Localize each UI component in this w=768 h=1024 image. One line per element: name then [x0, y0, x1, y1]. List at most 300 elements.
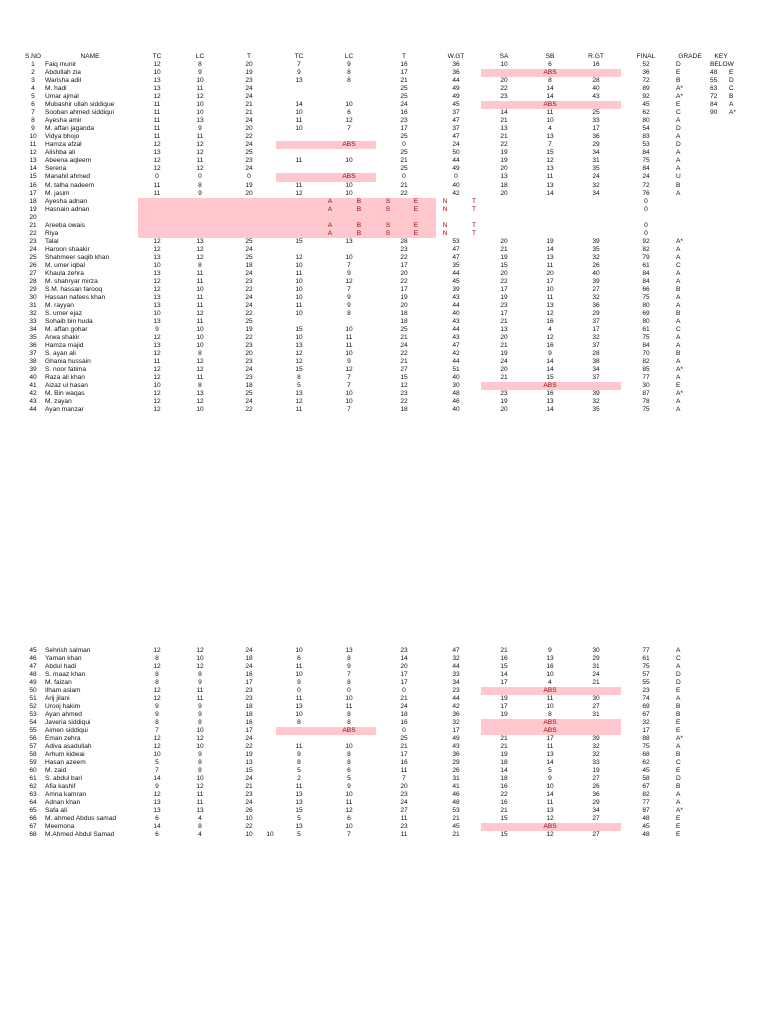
sb-cell: 11: [546, 743, 554, 751]
table-row: [0, 294, 768, 302]
lc2-cell: 11: [345, 703, 353, 711]
t1-cell: 25: [245, 149, 253, 157]
sno-cell: 12: [29, 149, 37, 157]
absent-letter: E: [413, 221, 419, 229]
table-row: [0, 286, 768, 294]
lc2-cell: 9: [347, 358, 351, 366]
rgt-cell: 34: [592, 149, 600, 157]
tc2-cell: 5: [297, 382, 301, 390]
sb-cell: 14: [546, 759, 554, 767]
rgt-cell: 29: [592, 799, 600, 807]
lc1-cell: 12: [196, 783, 204, 791]
absent-letter: N: [442, 221, 448, 229]
final-cell: 82: [642, 358, 650, 366]
lc2-cell: 8: [347, 77, 351, 85]
t2-cell: 22: [400, 253, 408, 261]
rgt-cell: 31: [592, 157, 600, 165]
rgt-cell: 34: [592, 366, 600, 374]
table-row: [0, 206, 768, 214]
tc1-cell: 11: [153, 109, 161, 117]
table-row: [0, 775, 768, 783]
name-cell: Umar ajmal: [45, 93, 79, 101]
table-row: [0, 270, 768, 278]
sno-cell: 16: [29, 181, 37, 189]
sb-cell: 16: [546, 663, 554, 671]
table-row: [0, 655, 768, 663]
tc1-cell: 12: [153, 237, 161, 245]
tc2-cell: 11: [295, 663, 303, 671]
lc1-cell: 8: [198, 382, 202, 390]
table-row: [0, 687, 768, 695]
header-t-cell: T: [246, 53, 252, 60]
table-row: [0, 382, 768, 390]
sb-cell: 15: [546, 374, 554, 382]
lc2-cell: 8: [347, 719, 351, 727]
t1-cell: 23: [245, 77, 253, 85]
t1-cell: 0: [247, 173, 251, 181]
grade-cell: A: [676, 663, 681, 671]
table-row: [0, 783, 768, 791]
lc2-cell: ABS: [342, 173, 356, 181]
t1-cell: 23: [245, 374, 253, 382]
t2-cell: 21: [400, 157, 408, 165]
final-cell: 53: [642, 141, 650, 149]
final-cell: 75: [642, 157, 650, 165]
sb-cell: 17: [546, 277, 554, 285]
table-row: [0, 238, 768, 246]
name-cell: Haroon shaakir: [45, 245, 90, 253]
table-row: [0, 318, 768, 326]
rgt-cell: 27: [592, 815, 600, 823]
wgt-cell: 44: [452, 695, 460, 703]
final-cell: 45: [642, 101, 650, 109]
lc1-cell: 12: [196, 358, 204, 366]
absent-highlight: [138, 206, 436, 214]
sb-cell: 14: [546, 358, 554, 366]
final-cell: 80: [642, 318, 650, 326]
lc1-cell: 12: [196, 141, 204, 149]
wgt-cell: 33: [452, 671, 460, 679]
absent-highlight: [138, 230, 436, 238]
table-row: [0, 101, 768, 109]
grade-cell: A: [676, 245, 681, 253]
sa-cell: 23: [500, 301, 508, 309]
tc1-cell: 13: [153, 799, 161, 807]
tc1-cell: 13: [153, 342, 161, 350]
tc2-cell: 12: [295, 350, 303, 358]
final-cell: 45: [642, 823, 650, 831]
table-row: [0, 198, 768, 206]
tc2-cell: 10: [295, 277, 303, 285]
tc2-cell: 9: [297, 751, 301, 759]
grade-cell: E: [676, 382, 681, 390]
tc1-cell: 5: [155, 759, 159, 767]
t2-cell: 23: [400, 245, 408, 253]
name-cell: Sooban ahmed siddiqui: [45, 109, 114, 117]
final-cell: 54: [642, 125, 650, 133]
sb-cell: 14: [546, 85, 554, 93]
header-row: [0, 53, 768, 61]
sb-cell: 20: [546, 269, 554, 277]
lc2-cell: ABS: [342, 141, 356, 149]
tc1-cell: 12: [153, 165, 161, 173]
sno-cell: 52: [29, 703, 37, 711]
t2-cell: 23: [400, 647, 408, 654]
t2-cell: 24: [400, 101, 408, 109]
name-cell: Sohaib bin huda: [45, 318, 93, 326]
grade-cell: A: [676, 743, 681, 751]
name-cell: M. Bin waqas: [45, 390, 85, 398]
t1-cell: 23: [245, 277, 253, 285]
sb-cell: 13: [546, 165, 554, 173]
tc2-cell: 10: [295, 125, 303, 133]
tc1-cell: 14: [153, 823, 161, 831]
wgt-cell: 44: [452, 269, 460, 277]
rgt-cell: 32: [592, 253, 600, 261]
t2-cell: 17: [400, 125, 408, 133]
final-cell: 89: [642, 85, 650, 93]
tc1-cell: 14: [153, 775, 161, 783]
key-score-cell: BELOW: [710, 61, 734, 69]
t2-cell: 16: [400, 61, 408, 69]
sa-cell: 23: [500, 93, 508, 101]
final-cell: 61: [642, 261, 650, 269]
sa-cell: 13: [500, 326, 508, 334]
lc1-cell: 11: [196, 293, 204, 301]
sb-cell: 16: [546, 390, 554, 398]
sno-cell: 40: [29, 374, 37, 382]
t2-cell: 18: [400, 406, 408, 414]
t1-cell: 19: [245, 181, 253, 189]
t1-cell: 21: [245, 109, 253, 117]
tc2-cell: 13: [295, 390, 303, 398]
tc1-cell: 12: [153, 687, 161, 695]
name-cell: Shahmeer saqib khan: [45, 253, 110, 261]
lc1-cell: 11: [196, 318, 204, 326]
lc2-cell: 0: [347, 687, 351, 695]
sno-cell: 13: [29, 157, 37, 165]
final-cell: 69: [642, 703, 650, 711]
key-grade-cell: B: [729, 93, 734, 101]
absent-letter: T: [471, 229, 477, 237]
t1-cell: 24: [245, 93, 253, 101]
t2-cell: 23: [400, 791, 408, 799]
final-cell: 79: [642, 253, 650, 261]
lc2-cell: 10: [345, 101, 353, 109]
sno-cell: 68: [29, 831, 37, 839]
table-row: [0, 398, 768, 406]
sa-cell: 13: [500, 125, 508, 133]
lc1-cell: 10: [196, 743, 204, 751]
name-cell: M. talha nadeem: [45, 181, 95, 189]
sno-cell: 50: [29, 687, 37, 695]
sno-cell: 43: [29, 398, 37, 406]
key-score-cell: 90: [710, 109, 718, 117]
sa-cell: 20: [500, 237, 508, 245]
sno-cell: 15: [29, 173, 37, 181]
table-row: [0, 727, 768, 735]
lc2-cell: 13: [345, 647, 353, 654]
sb-cell: 7: [548, 141, 552, 149]
t1-cell: 24: [245, 85, 253, 93]
grade-cell: D: [676, 679, 681, 687]
t2-cell: 20: [400, 783, 408, 791]
lc1-cell: 13: [196, 237, 204, 245]
lc2-cell: 10: [345, 398, 353, 406]
tc1-cell: 12: [153, 334, 161, 342]
tc1-cell: 12: [153, 366, 161, 374]
final-cell: 92: [642, 237, 650, 245]
wgt-cell: 47: [452, 647, 460, 654]
t2-cell: 11: [400, 767, 408, 775]
table-row: [0, 695, 768, 703]
t1-cell: 16: [245, 671, 253, 679]
t2-cell: 22: [400, 350, 408, 358]
lc1-cell: 12: [196, 398, 204, 406]
name-cell: M.Ahmed Abdul Samad: [45, 831, 115, 839]
t2-cell: 0: [402, 687, 406, 695]
lc2-cell: 10: [345, 823, 353, 831]
t1-cell: 20: [245, 125, 253, 133]
t1-cell: 23: [245, 342, 253, 350]
wgt-cell: 21: [452, 831, 460, 839]
tc2-cell: 15: [295, 326, 303, 334]
grade-cell: A: [676, 791, 681, 799]
wgt-cell: 47: [452, 253, 460, 261]
t2-cell: 16: [400, 719, 408, 727]
rgt-cell: 19: [592, 767, 600, 775]
name-cell: Abeena aqleem: [45, 157, 92, 165]
tc1-cell: 12: [153, 245, 161, 253]
grade-cell: C: [676, 759, 681, 767]
lc1-cell: 9: [198, 711, 202, 719]
lc2-cell: 10: [345, 390, 353, 398]
lc1-cell: 13: [196, 807, 204, 815]
sno-cell: 58: [29, 751, 37, 759]
tc1-cell: 10: [153, 310, 161, 317]
lc1-cell: 8: [198, 350, 202, 358]
tc1-cell: 9: [155, 326, 159, 334]
name-cell: Amna kamran: [45, 791, 87, 799]
name-cell: M. shahryar mirza: [45, 277, 98, 285]
wgt-cell: 42: [452, 703, 460, 711]
sb-cell: 13: [546, 181, 554, 189]
sno-cell: 39: [29, 366, 37, 374]
wgt-cell: 35: [452, 261, 460, 269]
lc1-cell: 11: [196, 157, 204, 165]
wgt-cell: 21: [452, 815, 460, 823]
absent-letter: T: [471, 197, 477, 205]
name-cell: S. abdul bari: [45, 775, 83, 783]
grade-cell: A: [676, 318, 681, 326]
name-cell: Javeria siddiqui: [45, 719, 91, 727]
name-cell: Meemona: [45, 823, 75, 831]
grade-cell: B: [676, 285, 681, 293]
tc2-cell: 9: [297, 679, 301, 687]
header-sb-cell: SB: [545, 53, 555, 60]
t1-cell: 23: [245, 687, 253, 695]
t2-cell: 23: [400, 390, 408, 398]
tc1-cell: 12: [153, 406, 161, 414]
lc2-cell: 6: [347, 767, 351, 775]
t1-cell: 24: [245, 398, 253, 406]
t2-cell: 21: [400, 743, 408, 751]
t1-cell: 19: [245, 69, 253, 77]
absent-letter: E: [413, 197, 419, 205]
grade-cell: E: [676, 831, 681, 839]
name-cell: Warisha adil: [45, 77, 82, 85]
t2-cell: 27: [400, 366, 408, 374]
final-cell: 87: [642, 390, 650, 398]
rgt-cell: 33: [592, 759, 600, 767]
rgt-cell: 27: [592, 831, 600, 839]
absent-letter: S: [385, 229, 391, 237]
sb-cell: 14: [546, 93, 554, 101]
sb-cell: 12: [546, 815, 554, 823]
wgt-cell: 31: [452, 775, 460, 783]
final-cell: 92: [642, 93, 650, 101]
sa-cell: 16: [500, 655, 508, 663]
absent-letter: N: [442, 205, 448, 213]
header-name-cell: NAME: [80, 53, 100, 60]
grade-cell: B: [676, 310, 681, 317]
sno-cell: 45: [29, 647, 37, 654]
lc1-cell: 11: [196, 133, 204, 141]
sa-cell: 21: [500, 117, 508, 125]
lc2-cell: 9: [347, 663, 351, 671]
name-cell: Riya: [45, 229, 59, 237]
table-row: [0, 125, 768, 133]
sno-cell: 60: [29, 767, 37, 775]
rgt-cell: 17: [592, 125, 600, 133]
sb-cell: 13: [546, 398, 554, 406]
lc2-cell: 10: [345, 157, 353, 165]
rgt-cell: 39: [592, 735, 600, 743]
sno-cell: 1: [31, 61, 35, 69]
sb-cell: 13: [546, 807, 554, 815]
lc1-cell: 12: [196, 253, 204, 261]
final-cell: 75: [642, 743, 650, 751]
tc2-cell: 10: [295, 261, 303, 269]
absent-letter: B: [356, 221, 362, 229]
tc2-cell: 10: [295, 711, 303, 719]
wgt-cell: 41: [452, 783, 460, 791]
sb-cell: 4: [548, 679, 552, 687]
sa-cell: 19: [500, 751, 508, 759]
table-row: [0, 366, 768, 374]
table-row: [0, 182, 768, 190]
tc1-cell: 13: [153, 269, 161, 277]
sno-cell: 28: [29, 277, 37, 285]
t2-cell: 25: [400, 93, 408, 101]
tc2-cell: 11: [295, 157, 303, 165]
rgt-cell: 31: [592, 711, 600, 719]
grade-cell: B: [676, 181, 681, 189]
sb-cell: 14: [546, 189, 554, 197]
wgt-cell: 49: [452, 165, 460, 173]
sno-cell: 44: [29, 406, 37, 414]
tc1-cell: 9: [155, 711, 159, 719]
grade-cell: B: [676, 350, 681, 358]
wgt-cell: 43: [452, 318, 460, 326]
final-cell: 36: [642, 69, 650, 77]
t2-cell: 21: [400, 358, 408, 366]
header-lc-cell: LC: [195, 53, 205, 60]
lc1-cell: 8: [198, 261, 202, 269]
t2-cell: 16: [400, 759, 408, 767]
sb-cell: 10: [546, 703, 554, 711]
grade-cell: A: [676, 647, 681, 654]
lc1-cell: 8: [198, 823, 202, 831]
wgt-cell: 40: [452, 181, 460, 189]
sa-cell: 17: [500, 703, 508, 711]
absent-letter: S: [385, 205, 391, 213]
t1-cell: 22: [245, 310, 253, 317]
t1-cell: 25: [245, 253, 253, 261]
tc2-cell: 2: [297, 775, 301, 783]
tc1-cell: 9: [155, 703, 159, 711]
tc2-cell: 11: [295, 181, 303, 189]
table-row: [0, 246, 768, 254]
rgt-cell: 30: [592, 647, 600, 654]
tc2-cell: 12: [295, 253, 303, 261]
wgt-cell: 37: [452, 109, 460, 117]
sno-cell: 38: [29, 358, 37, 366]
grade-cell: E: [676, 815, 681, 823]
t2-cell: 17: [400, 285, 408, 293]
name-cell: Hamza majid: [45, 342, 84, 350]
t1-cell: 13: [245, 759, 253, 767]
absent-highlight: [138, 222, 436, 230]
t2-cell: 11: [400, 815, 408, 823]
wgt-cell: 42: [452, 350, 460, 358]
sno-cell: 53: [29, 711, 37, 719]
t1-cell: 24: [245, 799, 253, 807]
sa-cell: 19: [500, 253, 508, 261]
name-cell: Sehrish salman: [45, 647, 91, 654]
sb-cell: 8: [548, 711, 552, 719]
final-cell: 30: [642, 382, 650, 390]
grade-cell: A: [676, 253, 681, 261]
name-cell: Mubashir ullah siddique: [45, 101, 115, 109]
wgt-cell: 24: [452, 141, 460, 149]
final-cell: 61: [642, 655, 650, 663]
t1-cell: 22: [245, 406, 253, 414]
name-cell: Manahil ahmed: [45, 173, 91, 181]
key-score-cell: 84: [710, 101, 718, 109]
final-cell: 77: [642, 647, 650, 654]
tc2-cell: 11: [295, 301, 303, 309]
wgt-cell: 40: [452, 406, 460, 414]
t2-cell: 21: [400, 695, 408, 703]
lc2-cell: 10: [345, 350, 353, 358]
final-cell: 75: [642, 406, 650, 414]
wgt-cell: 45: [452, 277, 460, 285]
lc1-cell: 10: [196, 109, 204, 117]
tc1-cell: 7: [155, 767, 159, 775]
lc2-cell: 8: [347, 711, 351, 719]
name-cell: M. affan jaganda: [45, 125, 95, 133]
grade-cell: E: [676, 727, 681, 735]
table-row: [0, 743, 768, 751]
lc1-cell: 11: [196, 687, 204, 695]
tc1-cell: 12: [153, 663, 161, 671]
sno-cell: 10: [29, 133, 37, 141]
final-cell: 82: [642, 791, 650, 799]
rgt-cell: 39: [592, 277, 600, 285]
sb-cell: 14: [546, 245, 554, 253]
lc1-cell: 11: [196, 85, 204, 93]
